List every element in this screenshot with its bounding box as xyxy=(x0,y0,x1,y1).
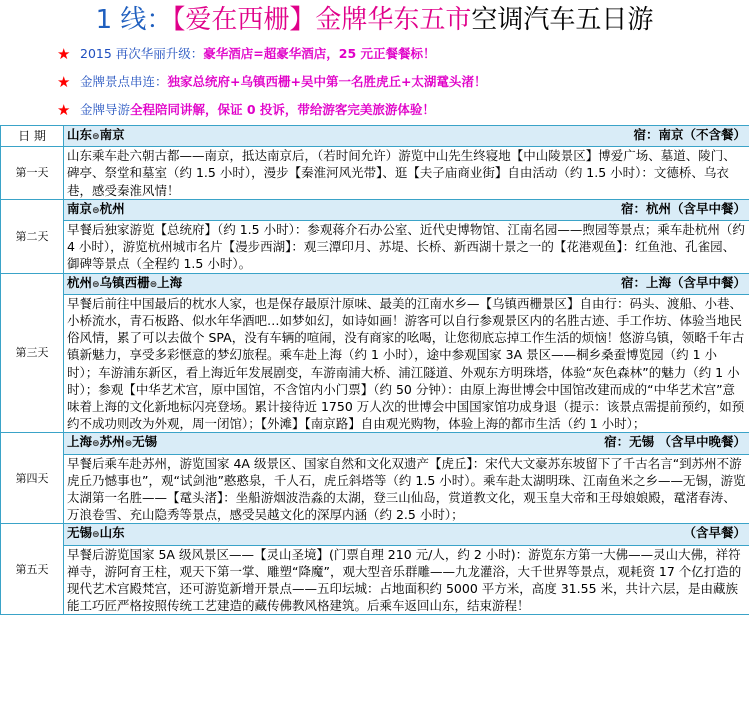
route-cell xyxy=(64,273,749,294)
stay-info: 宿：上海（含早中餐） xyxy=(620,274,746,290)
day-description: 早餐后乘车赴苏州，游览国家 4A 级景区、国家自然和文化双遗产【虎丘】：宋代大文豪苏东坡留下了千古名言“到苏州不游虎丘乃憾事也”，观“试剑池”憨憨泉，千人石，虎丘斜塔等（约 1.5 小时）。乘车赴太湖明珠、江南鱼米之乡——无锡，游览太湖第一名胜——【鼋头渚】：坐船游烟波浩淼的太湖，登三山仙岛，赏道教文化，观玉皇大帝和王母娘娘殿，鼋渚春涛、万浪卷雪、充山隐秀等景点，感受吴越文化的深厚内涵（约 2.5 小时）； xyxy=(64,454,749,524)
title-prefix: 1 线： xyxy=(95,5,173,35)
page-title xyxy=(0,4,749,36)
stay-info: 宿：南京（不含餐） xyxy=(633,127,746,142)
table-row xyxy=(1,454,749,524)
route-cell xyxy=(64,433,749,454)
star-icon: ★ xyxy=(57,101,71,119)
bus-icon: ⊜ xyxy=(92,439,100,450)
day-description: 早餐后独家游览【总统府】（约 1.5 小时）：参观蒋介石办公室、近代史博物馆、江南名园——煦园等景点；乘车赴杭州（约 4 小时），游览杭州城市名片【漫步西湖】：观三潭印月、苏堤、长桥、新西湖十景之一的【花港观鱼】：红鱼池、孔雀园、御碑等景点（全程约 1.5 小时）。 xyxy=(64,221,749,274)
bus-icon: ⊜ xyxy=(92,205,100,216)
route-from: 山东 xyxy=(67,127,93,142)
route-to-2: 无锡 xyxy=(132,434,158,450)
title-suffix: 空调汽车五日游 xyxy=(471,5,654,35)
route-cell xyxy=(64,199,749,220)
route-to: 杭州 xyxy=(99,200,125,216)
star-icon: ★ xyxy=(57,73,71,91)
highlight-line-3 xyxy=(80,102,435,118)
route-to: 乌镇西栅 xyxy=(99,274,150,290)
route-row xyxy=(1,524,749,545)
bus-icon: ⊜ xyxy=(92,132,100,142)
route-from: 杭州 xyxy=(67,274,93,290)
table-row xyxy=(1,545,749,615)
day-label: 第二天 xyxy=(1,199,64,273)
day-description: 早餐后游览国家 5A 级风景区——【灵山圣境】(门票自理 210 元/人，约 2 小时)：游览东方第一大佛——灵山大佛，祥符禅寺，游阿育王柱，观天下第一掌、雕塑“降魔”，观大型音乐群雕——九龙灌浴，大千世界等景点，观耗资 17 个亿打造的现代艺术宫殿梵宫，还可游览新增开景点——五印坛城：占地面积约 5000 平方米，高度 31.55 米，共计六层，是由藏族能工巧匠严格按照传统工艺建造的藏传佛教风格建筑。后乘车返回山东，结束游程！ xyxy=(64,545,749,615)
route-from: 无锡 xyxy=(67,525,93,541)
bus-icon: ⊜ xyxy=(124,439,133,450)
stay-info: （含早餐） xyxy=(683,525,746,541)
day-column-header: 日 期 xyxy=(1,126,64,147)
route-cell xyxy=(64,524,749,545)
bus-icon: ⊜ xyxy=(92,530,100,541)
route-from: 上海 xyxy=(67,434,93,450)
star-icon: ★ xyxy=(57,45,71,63)
bus-icon: ⊜ xyxy=(149,279,158,290)
day-label: 第五天 xyxy=(1,524,64,615)
route-row xyxy=(1,433,749,454)
highlight-label: 2015 再次华丽升级： xyxy=(80,46,204,61)
highlight-line-1 xyxy=(80,46,436,62)
day-label: 第三天 xyxy=(1,273,64,433)
highlight-label: 金牌导游 xyxy=(80,102,131,117)
itinerary-table xyxy=(0,125,749,615)
route-to: 南京 xyxy=(99,127,125,142)
bus-icon: ⊜ xyxy=(92,279,100,290)
title-brand: 【爱在西栅】金牌华东五市 xyxy=(172,5,472,35)
table-row xyxy=(1,221,749,274)
highlight-value: 独家总统府+乌镇西栅+吴中第一名胜虎丘+太湖鼋头渚！ xyxy=(167,74,487,89)
day-label: 第一天 xyxy=(1,147,64,200)
stay-info: 宿：无锡 （含早中晚餐） xyxy=(604,434,746,450)
route-to: 山东 xyxy=(99,525,125,541)
route-to-2: 上海 xyxy=(157,274,183,290)
stay-info: 宿：杭州（含早中餐） xyxy=(620,200,746,216)
day-description: 山东乘车赴六朝古都——南京，抵达南京后，（若时间允许）游览中山先生终寝地【中山陵景区】博爱广场、墓道、陵门、碑亭、祭堂和墓室（约 1.5 小时），漫步【秦淮河风光带】、逛【夫子庙商业街】自由活动（约 1.5 小时）：文德桥、乌衣巷，感受秦淮风情！ xyxy=(64,147,749,200)
table-header-row xyxy=(1,126,749,147)
highlight-value: 豪华酒店=超豪华酒店，25 元正餐餐标！ xyxy=(203,46,436,61)
highlight-value: 全程陪同讲解，保证 0 投诉，带给游客完美旅游体验！ xyxy=(130,102,435,117)
table-row xyxy=(1,147,749,200)
route-cell xyxy=(64,126,749,147)
route-to: 苏州 xyxy=(99,434,125,450)
route-row xyxy=(1,273,749,294)
day-description: 早餐后前往中国最后的枕水人家，也是保存最原汁原味、最美的江南水乡—【乌镇西栅景区】自由行：码头、渡船、小巷、小桥流水，青石板路、似水年华酒吧…如梦如幻，如诗如画！游客可以自行参观景区内的名胜古迹、手工作坊、体验当地民俗风情，累了可以去做个 SPA，没有车辆的喧闹，没有商家的吆喝，让您彻底忘掉工作生活的烦恼！悠游乌镇，领略千年古镇新魅力，享受多彩惬意的梦幻旅程。乘车赴上海（约 1 小时），途中参观国家 3A 景区——桐乡桑蚕博览园（约 1 小时）；车游浦东新区，看上海近年发展剧变，车游南浦大桥、浦江隧道、外观东方明珠塔，体验“灰色森林”的魅力（约 1 小时）；参观【中华艺术宫，原中国馆，不含馆内小门票】（约 50 分钟）：由原上海世博会中国馆改建而成的“中华艺术宫”意味着上海的文化新地标闪亮登场。累计接待近 1750 万人次的世博会中国国家馆功成身退（提示：该景点需提前预约，如预约不成功则改为外观，周一闭馆）；【外滩】【南京路】自由观光购物，体验上海的都市生活（约 1 小时）； xyxy=(64,294,749,433)
highlight-line-2 xyxy=(80,74,486,90)
route-row xyxy=(1,199,749,220)
day-label: 第四天 xyxy=(1,433,64,524)
highlight-label: 金牌景点串连： xyxy=(80,74,168,89)
route-from: 南京 xyxy=(67,200,93,216)
table-row xyxy=(1,294,749,433)
